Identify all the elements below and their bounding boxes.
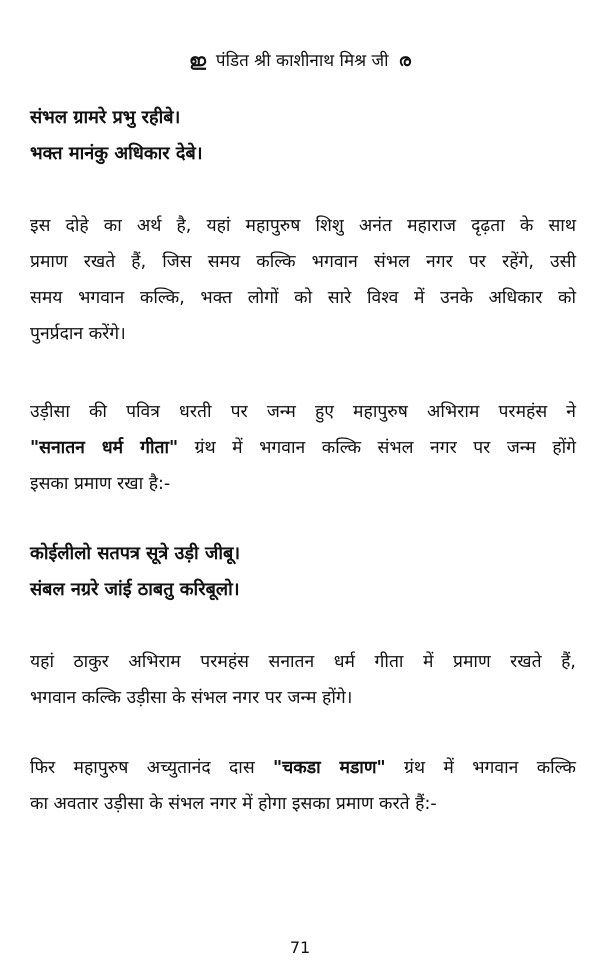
paragraph-line: समय भगवान कल्कि, भक्त लोगों को सारे विश्व में उनके अधिकार को [30,288,576,308]
paragraph-3 [30,644,576,716]
paragraph-line: इस दोहे का अर्थ है, यहां महापुरुष शिशु अनंत महाराज दृढ़ता के साथ [30,216,576,236]
paragraph-line: का अवतार उड़ीसा के संभल नगर में होगा इसका प्रमाण करते हैं:- [30,794,437,814]
paragraph-line [30,750,576,786]
paragraph-line: इसका प्रमाण रखा है:- [30,474,171,494]
paragraph-line: उड़ीसा की पवित्र धरती पर जन्म हुए महापुरुष अभिराम परमहंस ने [30,402,576,422]
header-title: पंडित श्री काशीनाथ मिश्र जी [215,51,389,71]
quoted-title: "चकडा मडाण" [273,758,386,778]
paragraph-1 [30,208,576,352]
verse-line: संबल नग्ररे जांई ठाबतु करिबूलो। [30,579,240,600]
paragraph-2 [30,394,576,502]
paragraph-line [30,430,576,466]
paragraph-text: ग्रंथ में भगवान कल्कि संभल नगर पर जन्म होंगे [178,438,576,458]
paragraph-text: फिर महापुरुष अच्युतानंद दास [30,758,274,778]
paragraph-line: यहां ठाकुर अभिराम परमहंस सनातन धर्म गीता में प्रमाण रखते हैं, [30,652,576,672]
verse-line: कोईलीलो सतपत्र सूत्रे उड़ी जीबू। [30,543,241,564]
running-header [0,50,600,72]
verse-block-2 [30,536,240,608]
paragraph-line: प्रमाण रखते हैं, जिस समय कल्कि भगवान संभल नगर पर रहेंगे, उसी [30,252,576,272]
verse-line: संभल ग्रामरे प्रभु रहीबे। [30,107,181,128]
paragraph-4 [30,750,576,822]
paragraph-line: पुनर्प्रदान करेंगे। [30,324,126,344]
header-ornament-right: ര [398,51,411,71]
quoted-title: "सनातन धर्म गीता" [30,438,179,458]
verse-line: भक्त मानंकु अधिकार देबे। [30,143,203,164]
paragraph-text: ग्रंथ में भगवान कल्कि [385,758,576,778]
verse-block-1 [30,100,203,172]
paragraph-line: भगवान कल्कि उड़ीसा के संभल नगर पर जन्म होंगे। [30,688,353,708]
header-ornament-left: ഇ [189,51,206,71]
page-number: 71 [289,938,311,957]
